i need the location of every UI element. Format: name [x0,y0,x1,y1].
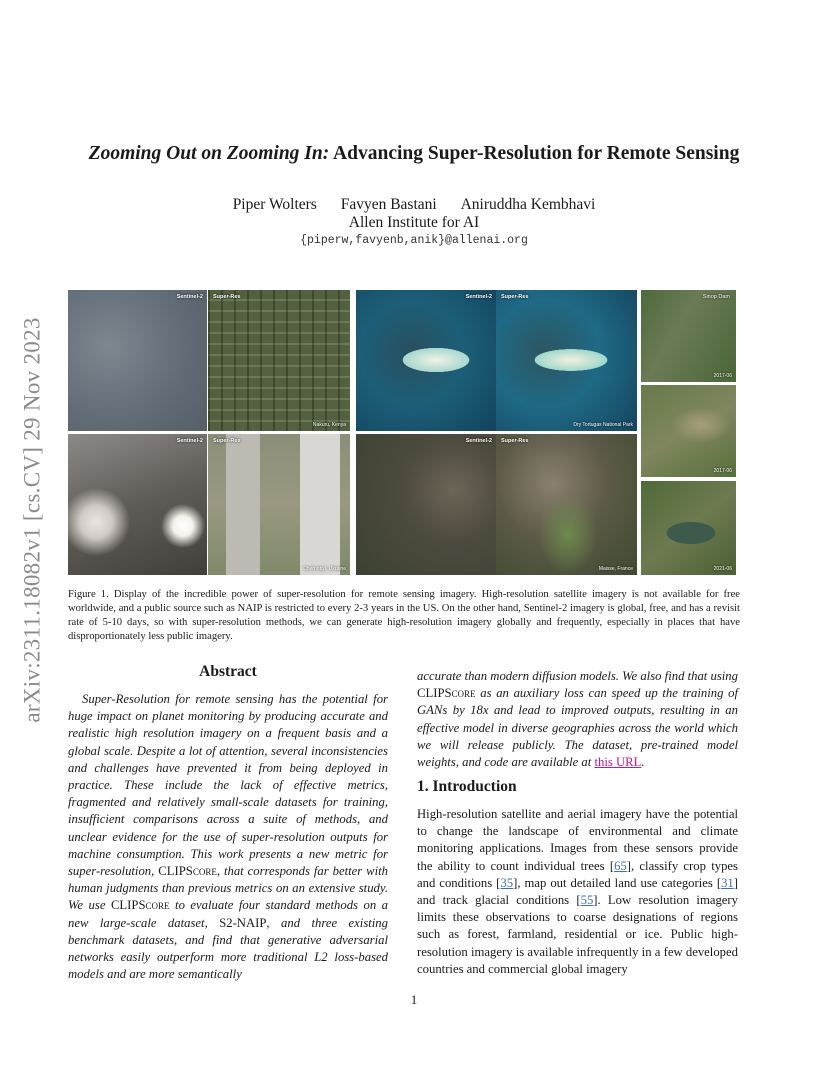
intro-span: ], map out detailed land use categories [ [513,875,722,890]
citation-link[interactable]: 65 [614,858,627,873]
image-sinop-dam-3 [641,481,736,575]
image-sentinel-chernobyl [68,434,207,575]
figure-caption: Figure 1. Display of the incredible power of super-resolution for remote sensing imagery. High-resolution satellite imagery is not available for free worldwide, and a public source such as NAIP is restricted to every 2-3 years in the US. On the other hand, Sentinel-2 imagery is global, free, and has a revisit rate of 5-10 days, so with super-resolution methods, we can generate high-resolution imagery globally and frequently, especially in places that have disproportionately less public imagery. [68,589,740,642]
label-sentinel: Sentinel-2 [465,294,492,300]
citation-link[interactable]: 31 [721,875,734,890]
label-sentinel: Sentinel-2 [465,438,492,444]
image-superres-nakuru [208,290,350,431]
arxiv-stamp: arXiv:2311.18082v1 [cs.CV] 29 Nov 2023 [20,317,45,723]
abstract-text [68,691,388,983]
label-superres: Super-Res [213,438,241,444]
image-sinop-dam-2 [641,385,736,477]
author: Aniruddha Kembhavi [460,196,596,213]
intro-span: High-resolution satellite and aerial imagery have the potential to change the landscape of environmental and climate monitoring applications. Images from these sensors provide the ability to count individual trees [ [417,807,738,873]
affiliation: Allen Institute for AI [348,214,480,231]
label-sentinel: Sentinel-2 [176,438,203,444]
image-sinop-dam-1 [641,290,736,382]
place-label: Nakuru, Kenya [312,422,346,428]
author-emails: {piperw,favyenb,anik}@allenai.org [300,234,528,247]
section-heading-introduction: 1. Introduction [417,778,517,795]
place-label: Chernobyl, Ukraine [303,566,346,572]
image-superres-chernobyl [208,434,350,575]
citation-link[interactable]: 35 [500,875,514,890]
clipscore-term: CLIPScore [158,864,217,879]
date-label: 2017-06 [713,373,732,379]
label-superres: Super-Res [213,294,241,300]
intro-span: ]. Low resolution imagery limits these observations to coarse designations of regions such as forest, farmland, residential or ice. Public high-resolution imagery is available infrequently in a few developed countries and commercial global imagery [417,893,739,976]
paper-title [40,142,788,166]
intro-span: ] and track glacial conditions [ [417,875,738,908]
abstract-span: . [641,755,645,770]
date-label: 2021-06 [713,566,732,572]
image-sentinel-tortugas [356,290,496,431]
place-label: Maisse, France [598,566,633,572]
title-italic: Zooming Out on Zooming In: [88,143,330,164]
abstract-span: as an auxiliary loss can speed up the training of GANs by 18x and lead to improved outputs, resulting in an effective model in diverse geographies across the world which we will release publicly. The dataset, pre-trained model weights, and code are available at [417,686,739,770]
clipscore-term: CLIPScore [110,898,170,913]
citation-link[interactable]: 55 [580,893,594,908]
author-list [0,195,828,214]
label-superres: Super-Res [501,294,529,300]
place-label: Dry Tortugas National Park [573,422,633,428]
code-link[interactable]: this URL [594,755,642,770]
abstract-continuation [417,668,738,771]
image-sentinel-nakuru [68,290,207,431]
intro-span: ], classify crop types and conditions [ [417,858,738,890]
abstract-span: accurate than modern diffusion models. We also find that using [417,669,738,683]
author: Piper Wolters [232,196,317,213]
page-number: 1 [410,992,418,1007]
image-superres-tortugas [496,290,637,431]
title-main: Advancing Super-Resolution for Remote Sensing [333,143,740,164]
clipscore-term: CLIPScore [417,686,476,701]
author: Favyen Bastani [340,196,437,213]
image-sentinel-maisse [356,434,496,575]
image-superres-maisse [496,434,637,575]
abstract-span: , that corresponds far better with human judgments than previous metrics on an extensive study. We use [68,864,388,913]
abstract-span: Super-Resolution for remote sensing has the potential for huge impact on planet monitoring by producing accurate and realistic high resolution imagery on a frequent basis and a global scale. Despite a lot of attention, several inconsistencies and challenges have prevented it from being deployed in practice. These include the lack of effective metrics, fragmented and relatively small-scale datasets for training, insufficient comparisons across a suite of methods, and unclear evidence for the use of super-resolution outputs for machine consumption. This work presents a new metric for super-resolution, [68,692,388,879]
introduction-text [417,806,738,978]
dataset-name: S2-NAIP [219,915,267,930]
label-sentinel: Sentinel-2 [176,294,203,300]
abstract-span: , and three existing benchmark datasets, and find that generative adversarial networks easily outperform more traditional L2 loss-based models and are more semantically [68,915,388,982]
strip-title: Sinop Dam [702,294,730,300]
date-label: 2017-06 [713,468,732,474]
abstract-heading: Abstract [199,663,257,680]
label-superres: Super-Res [501,438,529,444]
abstract-span: to evaluate four standard methods on a new large-scale dataset, [68,898,389,930]
